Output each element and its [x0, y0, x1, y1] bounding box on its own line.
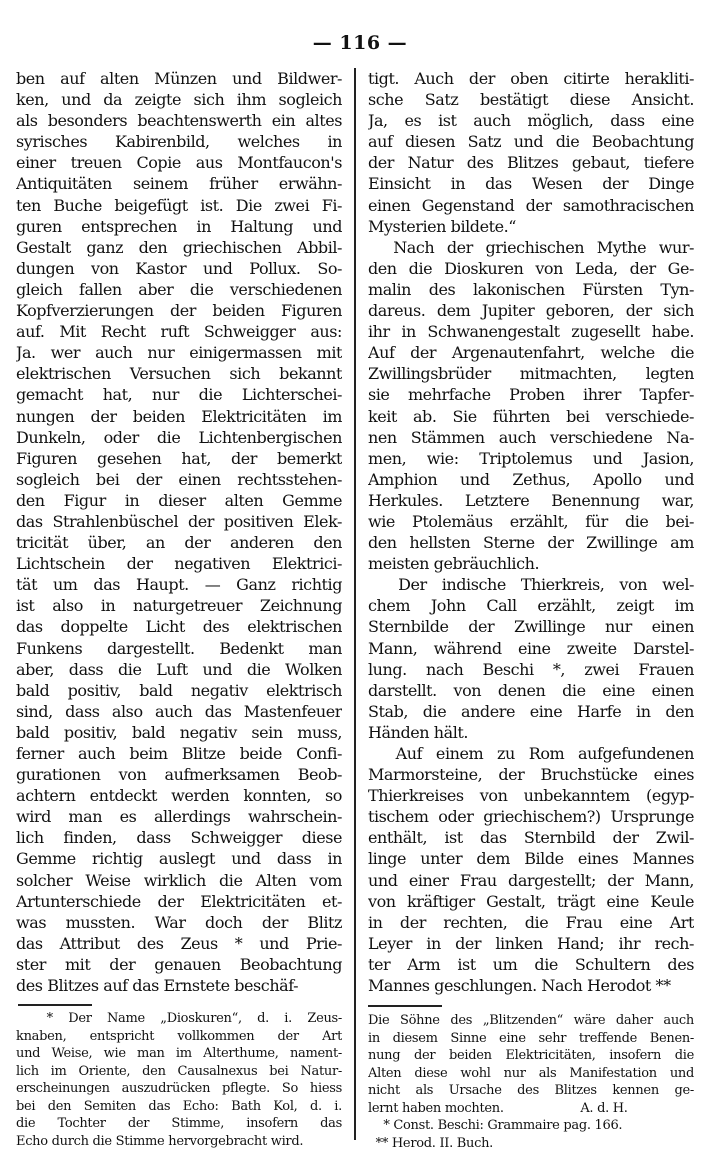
text-line: Figuren gesehen hat, der bemerkt: [16, 448, 342, 468]
text-line: ist also in naturgetreuer Zeichnung: [16, 596, 342, 616]
text-line: Sternbilde der Zwillinge nur einen: [368, 617, 694, 637]
text-line: einen Gegenstand der samothracischen: [368, 195, 694, 215]
text-line: lich im Oriente, den Causalnexus bei Natur-: [16, 1063, 342, 1079]
text-line: nicht als Ursache des Blitzes kennen ge-: [368, 1083, 694, 1098]
text-line: tät um das Haupt. — Ganz richtig: [16, 575, 342, 595]
text-line: ben auf alten Münzen und Bildwer-: [16, 69, 342, 88]
text-line: auf. Mit Recht ruft Schweigger aus:: [16, 322, 342, 342]
text-line: tigt. Auch der oben citirte heraklitі-: [368, 69, 694, 88]
text-line: Einsicht in das Wesen der Dinge: [368, 174, 694, 194]
text-line: Ja, es ist auch möglich, dass eine: [368, 111, 694, 131]
text-line: Gestalt ganz den griechischen Abbil-: [16, 237, 342, 257]
footnote-right: [368, 1012, 694, 1152]
text-line: solcher Weise wirklich die Alten vom: [16, 870, 342, 890]
text-line: nung der beiden Elektricitäten, insofern die: [368, 1048, 694, 1063]
text-line: ter Arm ist um die Schultern des: [368, 954, 694, 974]
text-line: sie mehrfache Proben ihrer Tapfer-: [368, 385, 694, 405]
text-line: aber, dass die Luft und die Wolken: [16, 659, 342, 679]
text-line: einer treuen Copie aus Montfaucon's: [16, 153, 342, 173]
text-line: * Der Name „Dioskuren“, d. i. Zeus-: [16, 1011, 342, 1026]
text-line: Zwillingsbrüder mitmachten, legten: [368, 364, 694, 384]
text-line: Mysterien bildete.“: [368, 216, 516, 236]
text-line: guren entsprechen in Haltung und: [16, 216, 342, 236]
text-line: Artunterschiede der Elektricitäten et-: [16, 891, 342, 911]
text-line: sche Satz bestätigt diese Ansicht.: [368, 90, 694, 110]
text-line: den Figur in dieser alten Gemme: [16, 490, 342, 510]
text-line: Ja. wer auch nur einigermassen mit: [16, 343, 342, 363]
text-line: achtern entdeckt werden konnten, so: [16, 786, 342, 806]
text-line: Dunkeln, oder die Lichtenbergischen: [16, 427, 342, 447]
text-line: ster mit der genauen Beobachtung: [16, 954, 342, 974]
text-line: den hellsten Sterne der Zwillinge am: [368, 533, 694, 553]
text-line: ferner auch beim Blitze beide Confi-: [16, 744, 342, 763]
text-line: Gemme richtig auslegt und dass in: [16, 849, 342, 869]
text-line: lich finden, dass Schweigger diese: [16, 828, 342, 848]
text-line: tischem oder griechischem?) Ursprunge: [368, 807, 694, 827]
text-line: ** Herod. II. Buch.: [368, 1135, 494, 1151]
text-line: sind, dass also auch das Mastenfeuer: [16, 701, 342, 721]
text-line: in diesem Sinne eine sehr treffende Benen-: [368, 1030, 694, 1046]
text-line: Leyer in der linken Hand; ihr rech-: [368, 933, 694, 953]
text-line: knaben, entspricht vollkommen der Art: [16, 1028, 342, 1044]
text-line: erscheinungen auszudrücken pflegte. So hiess: [16, 1081, 342, 1096]
text-line: von kräftiger Gestalt, trägt eine Keule: [368, 891, 694, 911]
text-line: lernt haben mochten. A. d. H.: [368, 1100, 628, 1116]
text-line: malin des lakonischen Fürsten Tyn-: [368, 279, 694, 299]
text-line: wird man es allerdings wahrschein-: [16, 807, 342, 827]
text-line: Thierkreises von unbekanntem (egyp-: [368, 786, 694, 806]
text-line: Der indische Thierkreis, von wel-: [368, 575, 694, 595]
text-line: Funkens dargestellt. Bedenkt man: [16, 638, 342, 658]
text-line: Amphion und Zethus, Apollo und: [368, 469, 694, 489]
text-line: Mannes geschlungen. Nach Herodot **: [368, 976, 671, 996]
text-line: linge unter dem Bilde eines Mannes: [368, 849, 694, 869]
column-divider: [354, 68, 356, 1140]
text-line: bald positiv, bald negativ sein muss,: [16, 722, 342, 742]
text-line: nen Stämmen auch verschiedene Na-: [368, 427, 694, 447]
text-line: in der rechten, die Frau eine Art: [368, 912, 694, 932]
text-line: darstellt. von denen die eine einen: [368, 680, 694, 700]
text-line: Nach der griechischen Mythe wur-: [368, 237, 694, 257]
text-line: meisten gebräuchlich.: [368, 554, 540, 574]
text-line: das Strahlenbüschel der positiven Elek-: [16, 511, 342, 531]
footnote-left: [16, 1010, 342, 1150]
text-line: lung. nach Beschi *, zwei Frauen: [368, 659, 694, 679]
text-line: gurationen von aufmerksamen Beob-: [16, 765, 342, 785]
text-line: tricität über, an der anderen den: [16, 533, 342, 553]
text-line: den die Dioskuren von Leda, der Ge-: [368, 258, 694, 278]
text-line: und Weise, wie man im Alterthume, nament-: [16, 1046, 342, 1061]
text-line: ken, und da zeigte sich ihm sogleich: [16, 90, 342, 110]
text-line: men, wie: Triptolemus und Jasion,: [368, 448, 694, 468]
text-line: Echo durch die Stimme hervorgebracht wird.: [16, 1133, 304, 1149]
text-line: bald positiv, bald negativ elektrisch: [16, 680, 342, 700]
text-line: Herkules. Letztere Benennung war,: [368, 490, 694, 510]
text-line: die Tochter der Stimme, insofern das: [16, 1116, 342, 1131]
text-line: des Blitzes auf das Ernstete beschäf-: [16, 976, 299, 996]
text-line: Mann, während eine zweite Darstel-: [368, 638, 694, 658]
text-line: syrisches Kabirenbild, welches in: [16, 132, 342, 152]
text-line: Auf der Argenautenfahrt, welche die: [368, 343, 694, 363]
text-line: Alten diese wohl nur als Manifestation und: [368, 1065, 694, 1081]
text-line: das Attribut des Zeus * und Prie-: [16, 933, 342, 953]
page-number: — 116 —: [312, 32, 408, 54]
text-line: dungen von Kastor und Pollux. So-: [16, 258, 342, 278]
text-line: gleich fallen aber die verschiedenen: [16, 279, 342, 299]
text-line: das doppelte Licht des elektrischen: [16, 617, 342, 637]
text-line: der Natur des Blitzes gebaut, tiefere: [368, 153, 694, 173]
text-line: auf diesen Satz und die Beobachtung: [368, 132, 694, 152]
text-line: Auf einem zu Rom aufgefundenen: [368, 744, 694, 763]
text-line: wie Ptolemäus erzählt, für die bei-: [368, 511, 694, 531]
text-line: nungen der beiden Elektricitäten im: [16, 406, 342, 426]
text-line: chem John Call erzählt, zeigt im: [368, 596, 694, 616]
text-line: und einer Frau dargestellt; der Mann,: [368, 870, 694, 890]
text-line: ihr in Schwanengestalt zugesellt habe.: [368, 322, 694, 342]
footnote-rule-right: [368, 1005, 442, 1007]
text-line: bei den Semiten das Echo: Bath Kol, d. i.: [16, 1098, 342, 1114]
left-column: [16, 68, 342, 996]
text-line: Marmorsteine, der Bruchstücke eines: [368, 765, 694, 785]
text-line: Die Söhne des „Blitzenden“ wäre daher auch: [368, 1013, 694, 1028]
text-line: dareus. dem Jupiter geboren, der sich: [368, 301, 694, 321]
text-line: elektrischen Versuchen sich bekannt: [16, 364, 342, 384]
text-line: als besonders beachtenswerth ein altes: [16, 111, 342, 131]
text-line: * Const. Beschi: Grammaire pag. 166.: [368, 1118, 623, 1133]
footnote-rule-left: [18, 1004, 92, 1006]
text-line: Lichtschein der negativen Elektrici-: [16, 554, 342, 574]
text-line: keit ab. Sie führten bei verschiede-: [368, 406, 694, 426]
text-line: Händen hält.: [368, 722, 468, 742]
text-line: sogleich bei der einen rechtsstehen-: [16, 469, 342, 489]
text-line: was mussten. War doch der Blitz: [16, 912, 342, 932]
text-line: Kopfverzierungen der beiden Figuren: [16, 301, 342, 321]
text-line: enthält, ist das Sternbild der Zwil-: [368, 828, 694, 848]
text-line: Antiquitäten seinem früher erwähn-: [16, 174, 342, 194]
text-line: Stab, die andere eine Harfe in den: [368, 701, 694, 721]
text-line: ten Buche beigefügt ist. Die zwei Fi-: [16, 195, 342, 215]
right-column: [368, 68, 694, 996]
text-line: gemacht hat, nur die Lichterschei-: [16, 385, 342, 405]
